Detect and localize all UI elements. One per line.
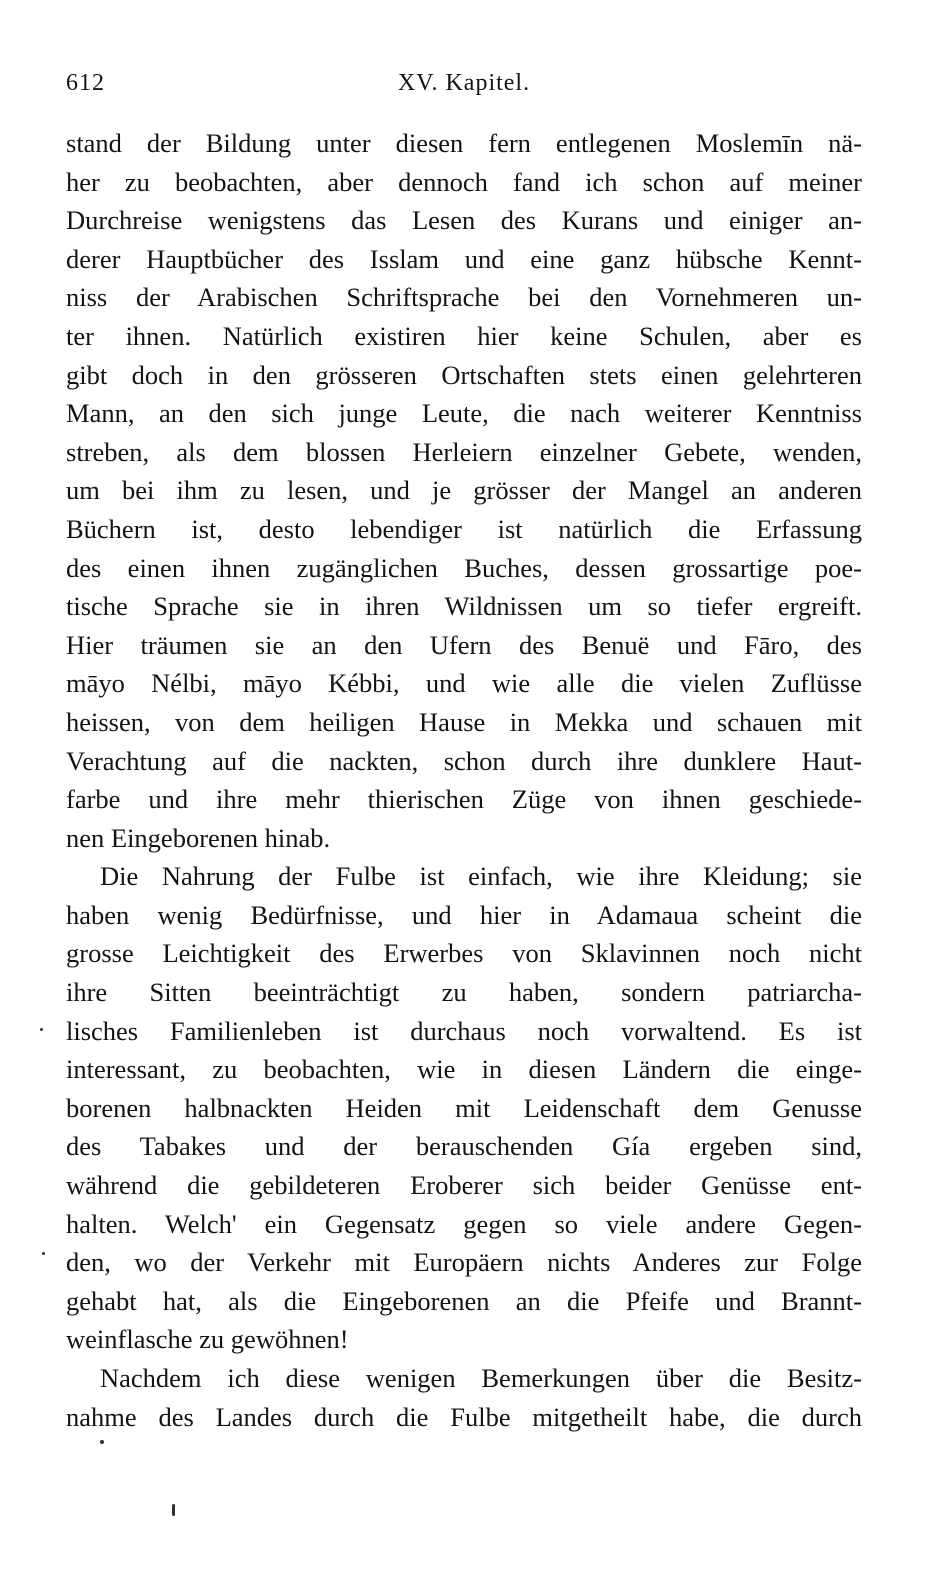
- text-line: nen Eingeborenen hinab.: [66, 822, 331, 853]
- text-line: niss der Arabischen Schriftsprache bei den Vornehmeren un-: [66, 282, 862, 313]
- text-line: tische Sprache sie in ihren Wildnissen um so tiefer ergreift.: [66, 591, 862, 622]
- text-line: Hier träumen sie an den Ufern des Benuë und Fāro, des: [66, 629, 862, 660]
- text-line: streben, als dem blossen Herleiern einzelner Gebete, wenden,: [66, 436, 862, 467]
- body-text: [66, 124, 862, 1436]
- text-line: derer Hauptbücher des Isslam und eine ganz hübsche Kennt-: [66, 243, 862, 274]
- paragraph: [66, 124, 862, 857]
- text-line: um bei ihm zu lesen, und je grösser der Mangel an anderen: [66, 475, 862, 506]
- text-line: farbe und ihre mehr thierischen Züge von ihnen geschiede-: [66, 784, 862, 815]
- text-line: grosse Leichtigkeit des Erwerbes von Sklavinnen noch nicht: [66, 938, 862, 969]
- text-line: heissen, von dem heiligen Hause in Mekka und schauen mit: [66, 706, 862, 737]
- paragraph: [66, 1359, 862, 1436]
- text-line: Durchreise wenigstens das Lesen des Kurans und einiger an-: [66, 205, 862, 236]
- text-line: Verachtung auf die nackten, schon durch ihre dunklere Haut-: [66, 745, 862, 776]
- text-line: halten. Welch' ein Gegensatz gegen so viele andere Gegen-: [66, 1208, 862, 1239]
- text-line: Büchern ist, desto lebendiger ist natürlich die Erfassung: [66, 513, 862, 544]
- text-line: gehabt hat, als die Eingeborenen an die Pfeife und Brannt-: [66, 1285, 862, 1316]
- text-line: gibt doch in den grösseren Ortschaften stets einen gelehrteren: [66, 359, 862, 390]
- text-line: Mann, an den sich junge Leute, die nach weiterer Kenntniss: [66, 398, 862, 429]
- text-line: des Tabakes und der berauschenden Gía ergeben sind,: [66, 1131, 862, 1162]
- print-speck: [100, 1440, 104, 1444]
- page-number: 612: [66, 70, 105, 96]
- text-line: interessant, zu beobachten, wie in diesen Ländern die einge-: [66, 1054, 862, 1085]
- text-line: des einen ihnen zugänglichen Buches, dessen grossartige poe-: [66, 552, 862, 583]
- text-line: Die Nahrung der Fulbe ist einfach, wie ihre Kleidung; sie: [100, 861, 862, 892]
- paragraph: [66, 857, 862, 1359]
- text-line: stand der Bildung unter diesen fern entlegenen Moslemīn nä-: [66, 128, 862, 158]
- text-line: nahme des Landes durch die Fulbe mitgetheilt habe, die durch: [66, 1401, 862, 1432]
- text-line: māyo Nélbi, māyo Kébbi, und wie alle die vielen Zuflüsse: [66, 668, 862, 699]
- text-line: haben wenig Bedürfnisse, und hier in Adamaua scheint die: [66, 899, 862, 930]
- text-line: borenen halbnackten Heiden mit Leidenschaft dem Genusse: [66, 1092, 862, 1123]
- print-speck: [42, 1252, 45, 1255]
- text-line: ter ihnen. Natürlich existiren hier keine Schulen, aber es: [66, 320, 862, 351]
- text-line: während die gebildeteren Eroberer sich beider Genüsse ent-: [66, 1170, 862, 1201]
- print-speck: [172, 1504, 175, 1516]
- text-line: weinflasche zu gewöhnen!: [66, 1324, 349, 1355]
- text-line: her zu beobachten, aber dennoch fand ich schon auf meiner: [66, 166, 862, 197]
- text-line: lisches Familienleben ist durchaus noch vorwaltend. Es ist: [66, 1015, 862, 1046]
- text-line: den, wo der Verkehr mit Europäern nichts Anderes zur Folge: [66, 1247, 862, 1278]
- running-head: [66, 70, 862, 104]
- text-line: Nachdem ich diese wenigen Bemerkungen über die Besitz-: [100, 1363, 862, 1393]
- print-speck: [40, 1028, 43, 1031]
- chapter-title: XV. Kapitel.: [397, 70, 531, 96]
- text-line: ihre Sitten beeinträchtigt zu haben, sondern patriarcha-: [66, 977, 862, 1008]
